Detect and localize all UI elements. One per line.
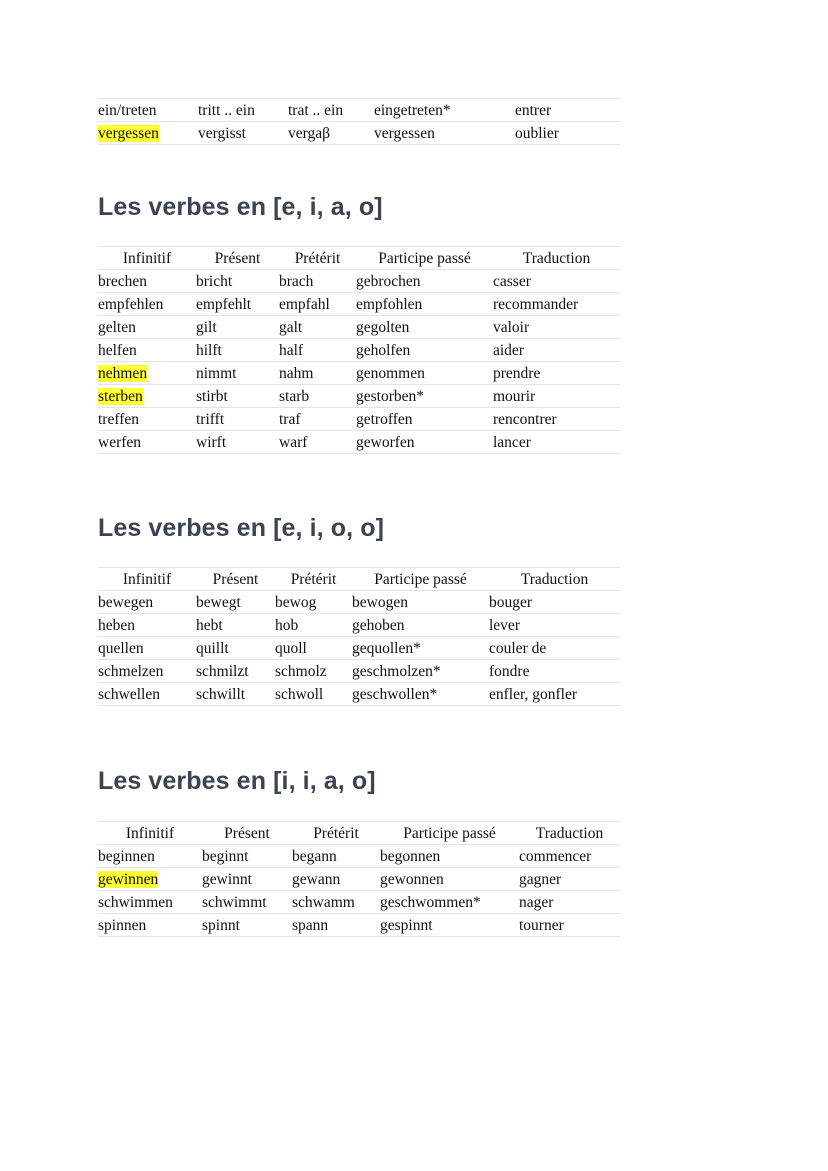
present-cell (202, 914, 292, 937)
cell-text: schwamm (292, 893, 355, 911)
cell-text: couler de (489, 639, 547, 657)
preterite-cell (279, 270, 356, 293)
cell-text: schwellen (98, 685, 160, 703)
cell-text: begann (292, 847, 337, 865)
section-title-eioo: Les verbes en [e, i, o, o] (98, 514, 385, 542)
present-cell (196, 637, 275, 660)
cell-text: recommander (493, 295, 579, 313)
preterite-cell (292, 868, 380, 891)
translation-cell (519, 891, 620, 914)
infinitive-cell (98, 683, 196, 706)
translation-cell (515, 122, 620, 145)
cell-text: hob (275, 616, 299, 634)
column-header: Prétérit (292, 822, 380, 845)
cell-text: mourir (493, 387, 536, 405)
translation-cell (493, 385, 620, 408)
participle-cell (352, 637, 489, 660)
verb-table (98, 567, 620, 706)
preterite-cell (279, 431, 356, 454)
preterite-cell (279, 339, 356, 362)
participle-cell (356, 316, 493, 339)
infinitive-cell (98, 868, 202, 891)
cell-text: gewonnen (380, 870, 444, 888)
cell-text: gagner (519, 870, 562, 888)
cell-text: bouger (489, 593, 533, 611)
cell-text: vergisst (198, 124, 246, 142)
cell-text: schmolz (275, 662, 327, 680)
preterite-cell (279, 316, 356, 339)
cell-text: empfehlt (196, 295, 252, 313)
participle-cell (356, 385, 493, 408)
cell-text: lancer (493, 433, 531, 451)
participle-cell (380, 891, 519, 914)
cell-text: bewegen (98, 593, 154, 611)
translation-cell (519, 845, 620, 868)
cell-text: bewogen (352, 593, 408, 611)
cell-text: galt (279, 318, 303, 336)
cell-text: geholfen (356, 341, 411, 359)
cell-text: schmelzen (98, 662, 164, 680)
cell-text: gilt (196, 318, 217, 336)
cell-text: valoir (493, 318, 530, 336)
cell-text: entrer (515, 101, 552, 119)
infinitive-cell (98, 270, 196, 293)
table-row (98, 914, 620, 937)
table-row (98, 614, 620, 637)
cell-text: empfohlen (356, 295, 423, 313)
column-header: Présent (196, 247, 279, 270)
preterite-cell (275, 660, 352, 683)
column-header: Prétérit (279, 247, 356, 270)
cell-text: tritt .. ein (198, 101, 255, 119)
table-row (98, 385, 620, 408)
participle-cell (356, 293, 493, 316)
present-cell (196, 339, 279, 362)
cell-text: schwillt (196, 685, 246, 703)
cell-text: gespinnt (380, 916, 433, 934)
present-cell (196, 408, 279, 431)
preterite-cell (275, 614, 352, 637)
verb-table-iiao (98, 821, 620, 937)
section-title-iiao: Les verbes en [i, i, a, o] (98, 767, 376, 795)
table-row (98, 891, 620, 914)
cell-text: helfen (98, 341, 137, 359)
present-cell (198, 122, 288, 145)
verb-table (98, 98, 620, 145)
cell-text: half (279, 341, 304, 359)
cell-text: empfahl (279, 295, 330, 313)
translation-cell (489, 637, 620, 660)
table-header-row (98, 822, 620, 845)
cell-text: traf (279, 410, 301, 428)
cell-text: gequollen* (352, 639, 421, 657)
cell-text: trifft (196, 410, 225, 428)
cell-text: schwimmt (202, 893, 267, 911)
cell-text: gebrochen (356, 272, 421, 290)
infinitive-cell (98, 891, 202, 914)
translation-cell (493, 339, 620, 362)
cell-text: nager (519, 893, 554, 911)
preterite-cell (292, 845, 380, 868)
participle-cell (352, 683, 489, 706)
cell-text: nimmt (196, 364, 237, 382)
section-title-eiao: Les verbes en [e, i, a, o] (98, 193, 383, 221)
table-row (98, 408, 620, 431)
table-row (98, 637, 620, 660)
cell-text: gewinnt (202, 870, 252, 888)
cell-text: eingetreten* (374, 101, 451, 119)
cell-text: rencontrer (493, 410, 557, 428)
cell-text: casser (493, 272, 531, 290)
preterite-cell (275, 591, 352, 614)
table-row (98, 99, 620, 122)
preterite-cell (279, 362, 356, 385)
cell-text: quillt (196, 639, 229, 657)
preterite-cell (292, 891, 380, 914)
present-cell (196, 362, 279, 385)
cell-text: tourner (519, 916, 564, 934)
infinitive-cell (98, 660, 196, 683)
table-row (98, 660, 620, 683)
cell-text: bricht (196, 272, 233, 290)
table-row (98, 868, 620, 891)
cell-text: lever (489, 616, 520, 634)
translation-cell (493, 431, 620, 454)
participle-cell (374, 99, 515, 122)
cell-text: schmilzt (196, 662, 249, 680)
translation-cell (519, 868, 620, 891)
cell-text: enfler, gonfler (489, 685, 578, 703)
preterite-cell (279, 385, 356, 408)
table-header-row (98, 568, 620, 591)
translation-cell (489, 683, 620, 706)
verb-table-eiao (98, 246, 620, 454)
translation-cell (519, 914, 620, 937)
present-cell (196, 614, 275, 637)
table-row (98, 591, 620, 614)
cell-text: getroffen (356, 410, 413, 428)
participle-cell (352, 614, 489, 637)
cell-text: commencer (519, 847, 592, 865)
verb-table (98, 821, 620, 937)
cell-text: quoll (275, 639, 307, 657)
infinitive-cell (98, 122, 198, 145)
infinitive-cell (98, 362, 196, 385)
translation-cell (489, 614, 620, 637)
participle-cell (356, 431, 493, 454)
cell-text: wirft (196, 433, 227, 451)
cell-text: oublier (515, 124, 559, 142)
participle-cell (356, 362, 493, 385)
table-row (98, 683, 620, 706)
preterite-cell (279, 293, 356, 316)
table-header-row (98, 247, 620, 270)
present-cell (196, 683, 275, 706)
infinitive-cell (98, 339, 196, 362)
participle-cell (352, 591, 489, 614)
cell-text: schwimmen (98, 893, 173, 911)
table-row (98, 122, 620, 145)
cell-text: spann (292, 916, 329, 934)
translation-cell (493, 316, 620, 339)
column-header: Infinitif (98, 822, 202, 845)
present-cell (202, 845, 292, 868)
present-cell (196, 270, 279, 293)
preterite-cell (288, 122, 374, 145)
cell-text: empfehlen (98, 295, 164, 313)
cell-text: geschwollen* (352, 685, 438, 703)
highlighted-verb: sterben (98, 387, 143, 405)
translation-cell (493, 293, 620, 316)
present-cell (202, 891, 292, 914)
verb-table (98, 246, 620, 454)
cell-text: warf (279, 433, 308, 451)
translation-cell (489, 660, 620, 683)
cell-text: vergaβ (288, 124, 331, 142)
preterite-cell (292, 914, 380, 937)
cell-text: genommen (356, 364, 425, 382)
cell-text: nahm (279, 364, 314, 382)
verb-table-eioo (98, 567, 620, 706)
translation-cell (493, 270, 620, 293)
present-cell (202, 868, 292, 891)
cell-text: heben (98, 616, 136, 634)
cell-text: bewog (275, 593, 317, 611)
cell-text: hebt (196, 616, 223, 634)
column-header: Présent (196, 568, 275, 591)
participle-cell (352, 660, 489, 683)
present-cell (196, 660, 275, 683)
cell-text: brach (279, 272, 314, 290)
cell-text: quellen (98, 639, 144, 657)
table-row (98, 339, 620, 362)
infinitive-cell (98, 591, 196, 614)
cell-text: spinnt (202, 916, 240, 934)
column-header: Présent (202, 822, 292, 845)
column-header: Infinitif (98, 568, 196, 591)
present-cell (196, 431, 279, 454)
table-row (98, 431, 620, 454)
translation-cell (489, 591, 620, 614)
present-cell (196, 591, 275, 614)
infinitive-cell (98, 316, 196, 339)
infinitive-cell (98, 914, 202, 937)
participle-cell (380, 845, 519, 868)
infinitive-cell (98, 845, 202, 868)
column-header: Prétérit (275, 568, 352, 591)
preterite-cell (275, 637, 352, 660)
cell-text: brechen (98, 272, 148, 290)
cell-text: geworfen (356, 433, 415, 451)
cell-text: ein/treten (98, 101, 157, 119)
cell-text: gestorben* (356, 387, 425, 405)
participle-cell (380, 868, 519, 891)
cell-text: fondre (489, 662, 530, 680)
table-row (98, 270, 620, 293)
participle-cell (380, 914, 519, 937)
table-row (98, 845, 620, 868)
infinitive-cell (98, 614, 196, 637)
preterite-cell (275, 683, 352, 706)
cell-text: starb (279, 387, 310, 405)
column-header: Infinitif (98, 247, 196, 270)
cell-text: gegolten (356, 318, 410, 336)
present-cell (196, 385, 279, 408)
column-header: Participe passé (356, 247, 493, 270)
cell-text: gewann (292, 870, 341, 888)
cell-text: trat .. ein (288, 101, 344, 119)
cell-text: begonnen (380, 847, 441, 865)
cell-text: geschmolzen* (352, 662, 441, 680)
highlighted-verb: gewinnen (98, 870, 159, 888)
cell-text: beginnen (98, 847, 155, 865)
cell-text: prendre (493, 364, 541, 382)
cell-text: gehoben (352, 616, 405, 634)
table-row (98, 316, 620, 339)
present-cell (196, 316, 279, 339)
cell-text: hilft (196, 341, 222, 359)
infinitive-cell (98, 431, 196, 454)
cell-text: schwoll (275, 685, 324, 703)
cell-text: stirbt (196, 387, 228, 405)
participle-cell (356, 408, 493, 431)
cell-text: beginnt (202, 847, 249, 865)
top-verb-table (98, 98, 620, 145)
present-cell (198, 99, 288, 122)
table-row (98, 362, 620, 385)
cell-text: werfen (98, 433, 142, 451)
column-header: Participe passé (352, 568, 489, 591)
infinitive-cell (98, 385, 196, 408)
table-row (98, 293, 620, 316)
column-header: Participe passé (380, 822, 519, 845)
cell-text: bewegt (196, 593, 241, 611)
column-header: Traduction (493, 247, 620, 270)
cell-text: vergessen (374, 124, 435, 142)
infinitive-cell (98, 408, 196, 431)
participle-cell (374, 122, 515, 145)
highlighted-verb: nehmen (98, 364, 148, 382)
translation-cell (493, 362, 620, 385)
preterite-cell (288, 99, 374, 122)
column-header: Traduction (489, 568, 620, 591)
infinitive-cell (98, 293, 196, 316)
highlighted-verb: vergessen (98, 124, 159, 142)
participle-cell (356, 270, 493, 293)
translation-cell (493, 408, 620, 431)
translation-cell (515, 99, 620, 122)
present-cell (196, 293, 279, 316)
cell-text: aider (493, 341, 524, 359)
cell-text: treffen (98, 410, 140, 428)
preterite-cell (279, 408, 356, 431)
infinitive-cell (98, 99, 198, 122)
column-header: Traduction (519, 822, 620, 845)
participle-cell (356, 339, 493, 362)
infinitive-cell (98, 637, 196, 660)
cell-text: gelten (98, 318, 136, 336)
cell-text: geschwommen* (380, 893, 481, 911)
cell-text: spinnen (98, 916, 147, 934)
